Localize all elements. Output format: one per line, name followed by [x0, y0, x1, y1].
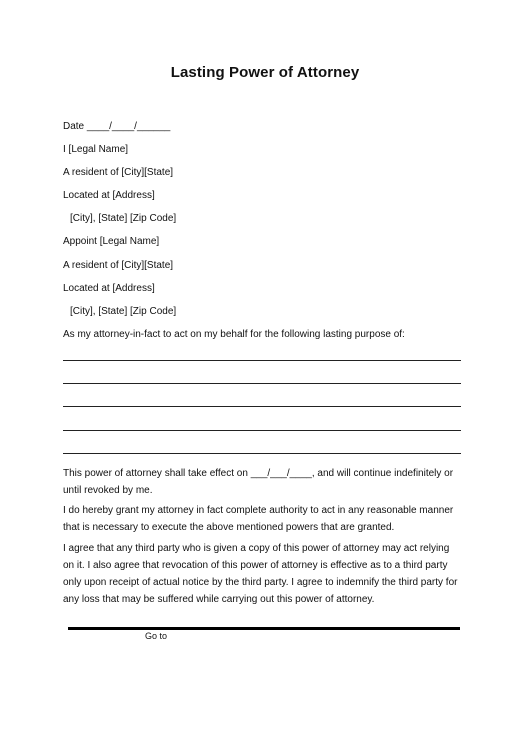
third-party-paragraph: I agree that any third party who is given a copy of this power of attorney may act relying on it. I also agree that revocation of this power of attorney is effective as to a third party only upon receipt of actual notice by the third party. I agree to indemnify the third party for any loss that may be suffered while carrying out this power of attorney. [63, 543, 458, 605]
appointee-name-line: Appoint [Legal Name] [63, 236, 160, 247]
grant-paragraph: I do hereby grant my attorney in fact complete authority to act in any reasonable manner that is necessary to execute the above mentioned powers that are granted. [63, 505, 454, 533]
purpose-blank-line[interactable] [63, 360, 461, 361]
appointee-address-line: Located at [Address] [63, 283, 155, 294]
grantor-name-line: I [Legal Name] [63, 144, 129, 155]
purpose-blank-line[interactable] [63, 430, 461, 431]
purpose-blank-line[interactable] [63, 406, 461, 407]
appointee-city-line: [City], [State] [Zip Code] [70, 306, 177, 317]
effective-paragraph: This power of attorney shall take effect on ___/___/____, and will continue indefinitely or until revoked by me. [63, 468, 454, 496]
purpose-blank-line[interactable] [63, 453, 461, 454]
document-title: Lasting Power of Attorney [170, 64, 360, 81]
goto-link[interactable]: Go to [145, 631, 168, 641]
footer-divider [68, 627, 460, 630]
grantor-city-line: [City], [State] [Zip Code] [70, 213, 177, 224]
grantor-address-line: Located at [Address] [63, 190, 155, 201]
grantor-residence-line: A resident of [City][State] [63, 167, 174, 178]
purpose-blank-line[interactable] [63, 383, 461, 384]
appointee-residence-line: A resident of [City][State] [63, 260, 174, 271]
purpose-intro: As my attorney-in-fact to act on my behalf for the following lasting purpose of: [63, 329, 405, 340]
date-line: Date ____/____/______ [63, 121, 171, 132]
